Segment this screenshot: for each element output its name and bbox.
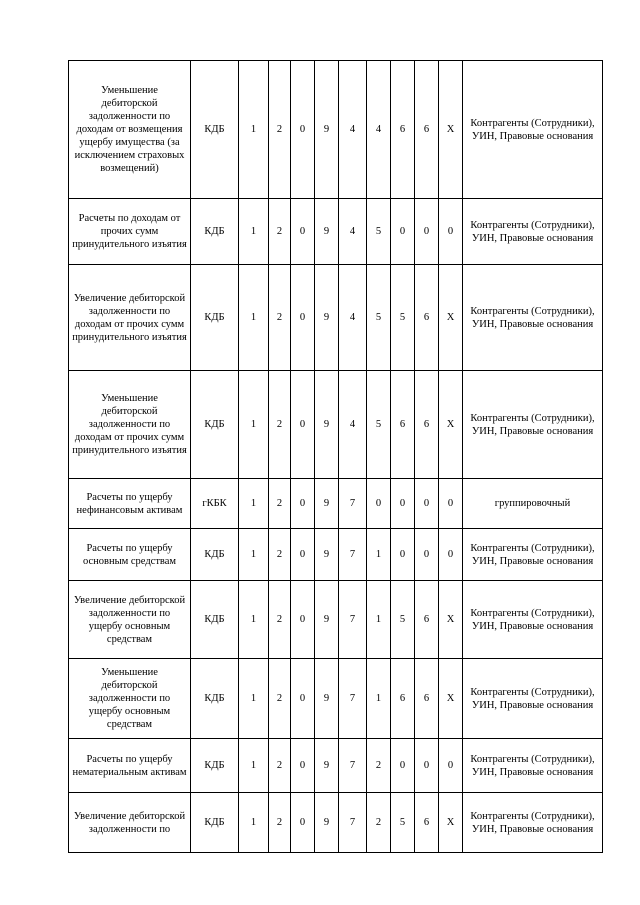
account-digit-cell: 1 bbox=[239, 581, 269, 659]
account-digit-cell: 2 bbox=[269, 61, 291, 199]
account-digit-cell: 5 bbox=[391, 581, 415, 659]
account-digit-cell: 1 bbox=[367, 529, 391, 581]
code-type-cell: КДБ bbox=[191, 61, 239, 199]
account-digit-cell: 6 bbox=[391, 371, 415, 479]
account-digit-cell: 1 bbox=[239, 61, 269, 199]
account-digit-cell: 7 bbox=[339, 739, 367, 793]
account-digit-cell: 2 bbox=[367, 793, 391, 853]
analytics-cell: Контрагенты (Сотрудники), УИН, Правовые основания bbox=[463, 61, 603, 199]
account-digit-cell: 6 bbox=[415, 659, 439, 739]
code-type-cell: КДБ bbox=[191, 739, 239, 793]
account-digit-cell: 6 bbox=[391, 61, 415, 199]
account-digit-cell: 4 bbox=[339, 199, 367, 265]
table-row bbox=[69, 61, 603, 199]
table-row bbox=[69, 199, 603, 265]
account-digit-cell: X bbox=[439, 793, 463, 853]
code-type-cell: КДБ bbox=[191, 199, 239, 265]
account-digit-cell: 1 bbox=[239, 739, 269, 793]
code-type-cell: КДБ bbox=[191, 659, 239, 739]
account-digit-cell: 9 bbox=[315, 581, 339, 659]
account-digit-cell: 2 bbox=[269, 793, 291, 853]
analytics-cell: Контрагенты (Сотрудники), УИН, Правовые основания bbox=[463, 529, 603, 581]
account-digit-cell: 0 bbox=[415, 199, 439, 265]
table-row bbox=[69, 659, 603, 739]
analytics-cell: Контрагенты (Сотрудники), УИН, Правовые основания bbox=[463, 371, 603, 479]
account-digit-cell: 6 bbox=[391, 659, 415, 739]
table-row bbox=[69, 581, 603, 659]
code-type-cell: КДБ bbox=[191, 529, 239, 581]
account-digit-cell: 5 bbox=[367, 199, 391, 265]
account-digit-cell: 9 bbox=[315, 659, 339, 739]
account-digit-cell: 9 bbox=[315, 199, 339, 265]
account-digit-cell: 9 bbox=[315, 61, 339, 199]
account-digit-cell: 0 bbox=[291, 739, 315, 793]
code-type-cell: КДБ bbox=[191, 793, 239, 853]
analytics-cell: Контрагенты (Сотрудники), УИН, Правовые основания bbox=[463, 793, 603, 853]
table-row bbox=[69, 371, 603, 479]
account-digit-cell: 2 bbox=[269, 199, 291, 265]
account-digit-cell: 4 bbox=[339, 265, 367, 371]
account-digit-cell: X bbox=[439, 265, 463, 371]
account-digit-cell: 1 bbox=[239, 659, 269, 739]
code-type-cell: КДБ bbox=[191, 371, 239, 479]
account-digit-cell: 0 bbox=[291, 371, 315, 479]
account-digit-cell: 5 bbox=[367, 371, 391, 479]
account-digit-cell: 1 bbox=[239, 371, 269, 479]
account-name-cell: Уменьшение дебиторской задолженности по доходам от прочих сумм принудительного изъятия bbox=[69, 371, 191, 479]
code-type-cell: КДБ bbox=[191, 265, 239, 371]
account-digit-cell: 0 bbox=[391, 739, 415, 793]
account-digit-cell: 2 bbox=[367, 739, 391, 793]
account-digit-cell: 5 bbox=[391, 265, 415, 371]
account-digit-cell: 6 bbox=[415, 265, 439, 371]
account-digit-cell: 0 bbox=[415, 529, 439, 581]
analytics-cell: Контрагенты (Сотрудники), УИН, Правовые основания bbox=[463, 199, 603, 265]
account-digit-cell: 0 bbox=[291, 61, 315, 199]
account-name-cell: Расчеты по ущербу нематериальным активам bbox=[69, 739, 191, 793]
account-digit-cell: 4 bbox=[367, 61, 391, 199]
code-type-cell: гКБК bbox=[191, 479, 239, 529]
account-digit-cell: 0 bbox=[415, 479, 439, 529]
account-digit-cell: 0 bbox=[391, 479, 415, 529]
table-row bbox=[69, 265, 603, 371]
account-digit-cell: 5 bbox=[391, 793, 415, 853]
account-digit-cell: X bbox=[439, 61, 463, 199]
account-digit-cell: 0 bbox=[291, 529, 315, 581]
account-digit-cell: 6 bbox=[415, 581, 439, 659]
account-digit-cell: 1 bbox=[239, 529, 269, 581]
account-digit-cell: X bbox=[439, 581, 463, 659]
account-name-cell: Расчеты по ущербу основным средствам bbox=[69, 529, 191, 581]
account-digit-cell: 2 bbox=[269, 529, 291, 581]
account-digit-cell: 0 bbox=[291, 581, 315, 659]
account-digit-cell: 4 bbox=[339, 371, 367, 479]
account-digit-cell: 9 bbox=[315, 529, 339, 581]
account-digit-cell: 2 bbox=[269, 371, 291, 479]
account-digit-cell: 0 bbox=[291, 479, 315, 529]
account-digit-cell: 9 bbox=[315, 739, 339, 793]
account-digit-cell: 6 bbox=[415, 371, 439, 479]
account-digit-cell: 1 bbox=[239, 199, 269, 265]
account-digit-cell: 4 bbox=[339, 61, 367, 199]
account-digit-cell: 6 bbox=[415, 793, 439, 853]
account-digit-cell: 7 bbox=[339, 529, 367, 581]
account-name-cell: Увеличение дебиторской задолженности по доходам от прочих сумм принудительного изъятия bbox=[69, 265, 191, 371]
account-plan-table bbox=[68, 60, 603, 853]
account-digit-cell: 2 bbox=[269, 479, 291, 529]
account-digit-cell: 6 bbox=[415, 61, 439, 199]
table-body bbox=[69, 61, 603, 853]
account-digit-cell: 7 bbox=[339, 659, 367, 739]
account-digit-cell: 0 bbox=[439, 529, 463, 581]
account-digit-cell: 1 bbox=[367, 581, 391, 659]
analytics-cell: Контрагенты (Сотрудники), УИН, Правовые основания bbox=[463, 581, 603, 659]
account-digit-cell: 2 bbox=[269, 265, 291, 371]
account-name-cell: Увеличение дебиторской задолженности по ущербу основным средствам bbox=[69, 581, 191, 659]
account-digit-cell: 0 bbox=[439, 199, 463, 265]
analytics-cell: Контрагенты (Сотрудники), УИН, Правовые основания bbox=[463, 739, 603, 793]
account-digit-cell: 0 bbox=[415, 739, 439, 793]
account-name-cell: Увеличение дебиторской задолженности по bbox=[69, 793, 191, 853]
account-digit-cell: 9 bbox=[315, 479, 339, 529]
table-row bbox=[69, 529, 603, 581]
account-digit-cell: 7 bbox=[339, 581, 367, 659]
account-digit-cell: X bbox=[439, 659, 463, 739]
account-digit-cell: 7 bbox=[339, 479, 367, 529]
account-digit-cell: 0 bbox=[439, 739, 463, 793]
account-digit-cell: 7 bbox=[339, 793, 367, 853]
account-name-cell: Уменьшение дебиторской задолженности по доходам от возмещения ущербу имущества (за исключением страховых возмещений) bbox=[69, 61, 191, 199]
account-digit-cell: 0 bbox=[291, 659, 315, 739]
analytics-cell: Контрагенты (Сотрудники), УИН, Правовые основания bbox=[463, 659, 603, 739]
account-digit-cell: 9 bbox=[315, 265, 339, 371]
account-digit-cell: 0 bbox=[367, 479, 391, 529]
account-digit-cell: 0 bbox=[391, 529, 415, 581]
account-digit-cell: 2 bbox=[269, 659, 291, 739]
account-digit-cell: 1 bbox=[367, 659, 391, 739]
account-digit-cell: 0 bbox=[291, 265, 315, 371]
account-digit-cell: 0 bbox=[439, 479, 463, 529]
code-type-cell: КДБ bbox=[191, 581, 239, 659]
account-digit-cell: 0 bbox=[291, 199, 315, 265]
account-digit-cell: 0 bbox=[291, 793, 315, 853]
table-row bbox=[69, 739, 603, 793]
account-digit-cell: 0 bbox=[391, 199, 415, 265]
account-digit-cell: 1 bbox=[239, 479, 269, 529]
account-digit-cell: 9 bbox=[315, 371, 339, 479]
account-digit-cell: 1 bbox=[239, 793, 269, 853]
account-digit-cell: 1 bbox=[239, 265, 269, 371]
analytics-cell: Контрагенты (Сотрудники), УИН, Правовые основания bbox=[463, 265, 603, 371]
analytics-cell: группировочный bbox=[463, 479, 603, 529]
account-name-cell: Уменьшение дебиторской задолженности по ущербу основным средствам bbox=[69, 659, 191, 739]
table-row bbox=[69, 479, 603, 529]
account-digit-cell: 2 bbox=[269, 581, 291, 659]
account-name-cell: Расчеты по ущербу нефинансовым активам bbox=[69, 479, 191, 529]
table-row bbox=[69, 793, 603, 853]
account-digit-cell: 2 bbox=[269, 739, 291, 793]
account-digit-cell: 5 bbox=[367, 265, 391, 371]
account-digit-cell: 9 bbox=[315, 793, 339, 853]
account-digit-cell: X bbox=[439, 371, 463, 479]
account-name-cell: Расчеты по доходам от прочих сумм принудительного изъятия bbox=[69, 199, 191, 265]
